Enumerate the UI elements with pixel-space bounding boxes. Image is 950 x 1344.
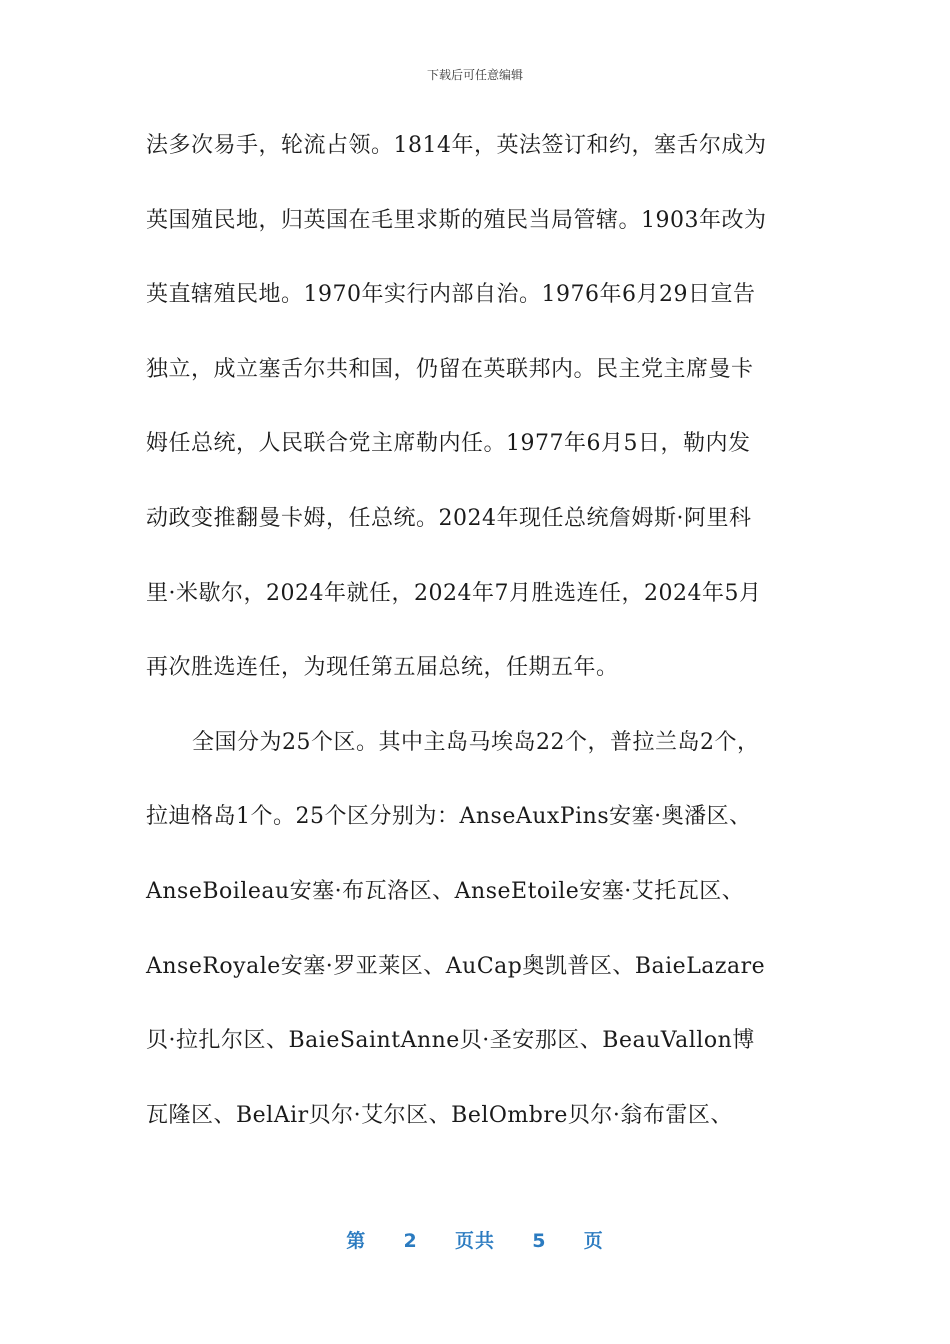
text-line: 动政变推翻曼卡姆，任总统。2024年现任总统詹姆斯·阿里科 bbox=[146, 505, 752, 531]
text-line: 里·米歇尔，2024年就任，2024年7月胜选连任，2024年5月 bbox=[146, 580, 762, 606]
text-line: 英直辖殖民地。1970年实行内部自治。1976年6月29日宣告 bbox=[146, 282, 756, 308]
page-current: 2 bbox=[403, 1230, 418, 1252]
text-line: 贝·拉扎尔区、BaieSaintAnne贝·圣安那区、BeauVallon博 bbox=[146, 1028, 755, 1054]
page-total: 5 bbox=[532, 1230, 547, 1252]
text-line: 法多次易手，轮流占领。1814年，英法签订和约，塞舌尔成为 bbox=[146, 133, 767, 158]
text-line: 拉迪格岛1个。25个区分别为：AnseAuxPins安塞·奥潘区、 bbox=[146, 804, 752, 830]
text-line: 姆任总统，人民联合党主席勒内任。1977年6月5日，勒内发 bbox=[146, 431, 751, 457]
text-line: 独立，成立塞舌尔共和国，仍留在英联邦内。民主党主席曼卡 bbox=[146, 356, 754, 382]
text-line: 瓦隆区、BelAir贝尔·艾尔区、BelOmbre贝尔·翁布雷区、 bbox=[146, 1102, 733, 1128]
text-line: 英国殖民地，归英国在毛里求斯的殖民当局管辖。1903年改为 bbox=[146, 207, 767, 233]
page-label-prefix: 第 bbox=[346, 1230, 367, 1252]
page-label-suffix: 页 bbox=[583, 1230, 604, 1252]
page-label-mid: 页共 bbox=[454, 1230, 495, 1252]
document-body bbox=[146, 124, 806, 1168]
paragraph-start-line: 全国分为25个区。其中主岛马埃岛22个，普拉兰岛2个， bbox=[192, 729, 760, 755]
text-line: AnseRoyale安塞·罗亚莱区、AuCap奥凯普区、BaieLazare bbox=[146, 953, 766, 979]
page-footer bbox=[0, 1226, 950, 1253]
text-line: AnseBoileau安塞·布瓦洛区、AnseEtoile安塞·艾托瓦区、 bbox=[146, 878, 745, 904]
header-note: 下载后可任意编辑 bbox=[426, 68, 523, 82]
text-line: 再次胜选连任，为现任第五届总统，任期五年。 bbox=[146, 655, 619, 681]
